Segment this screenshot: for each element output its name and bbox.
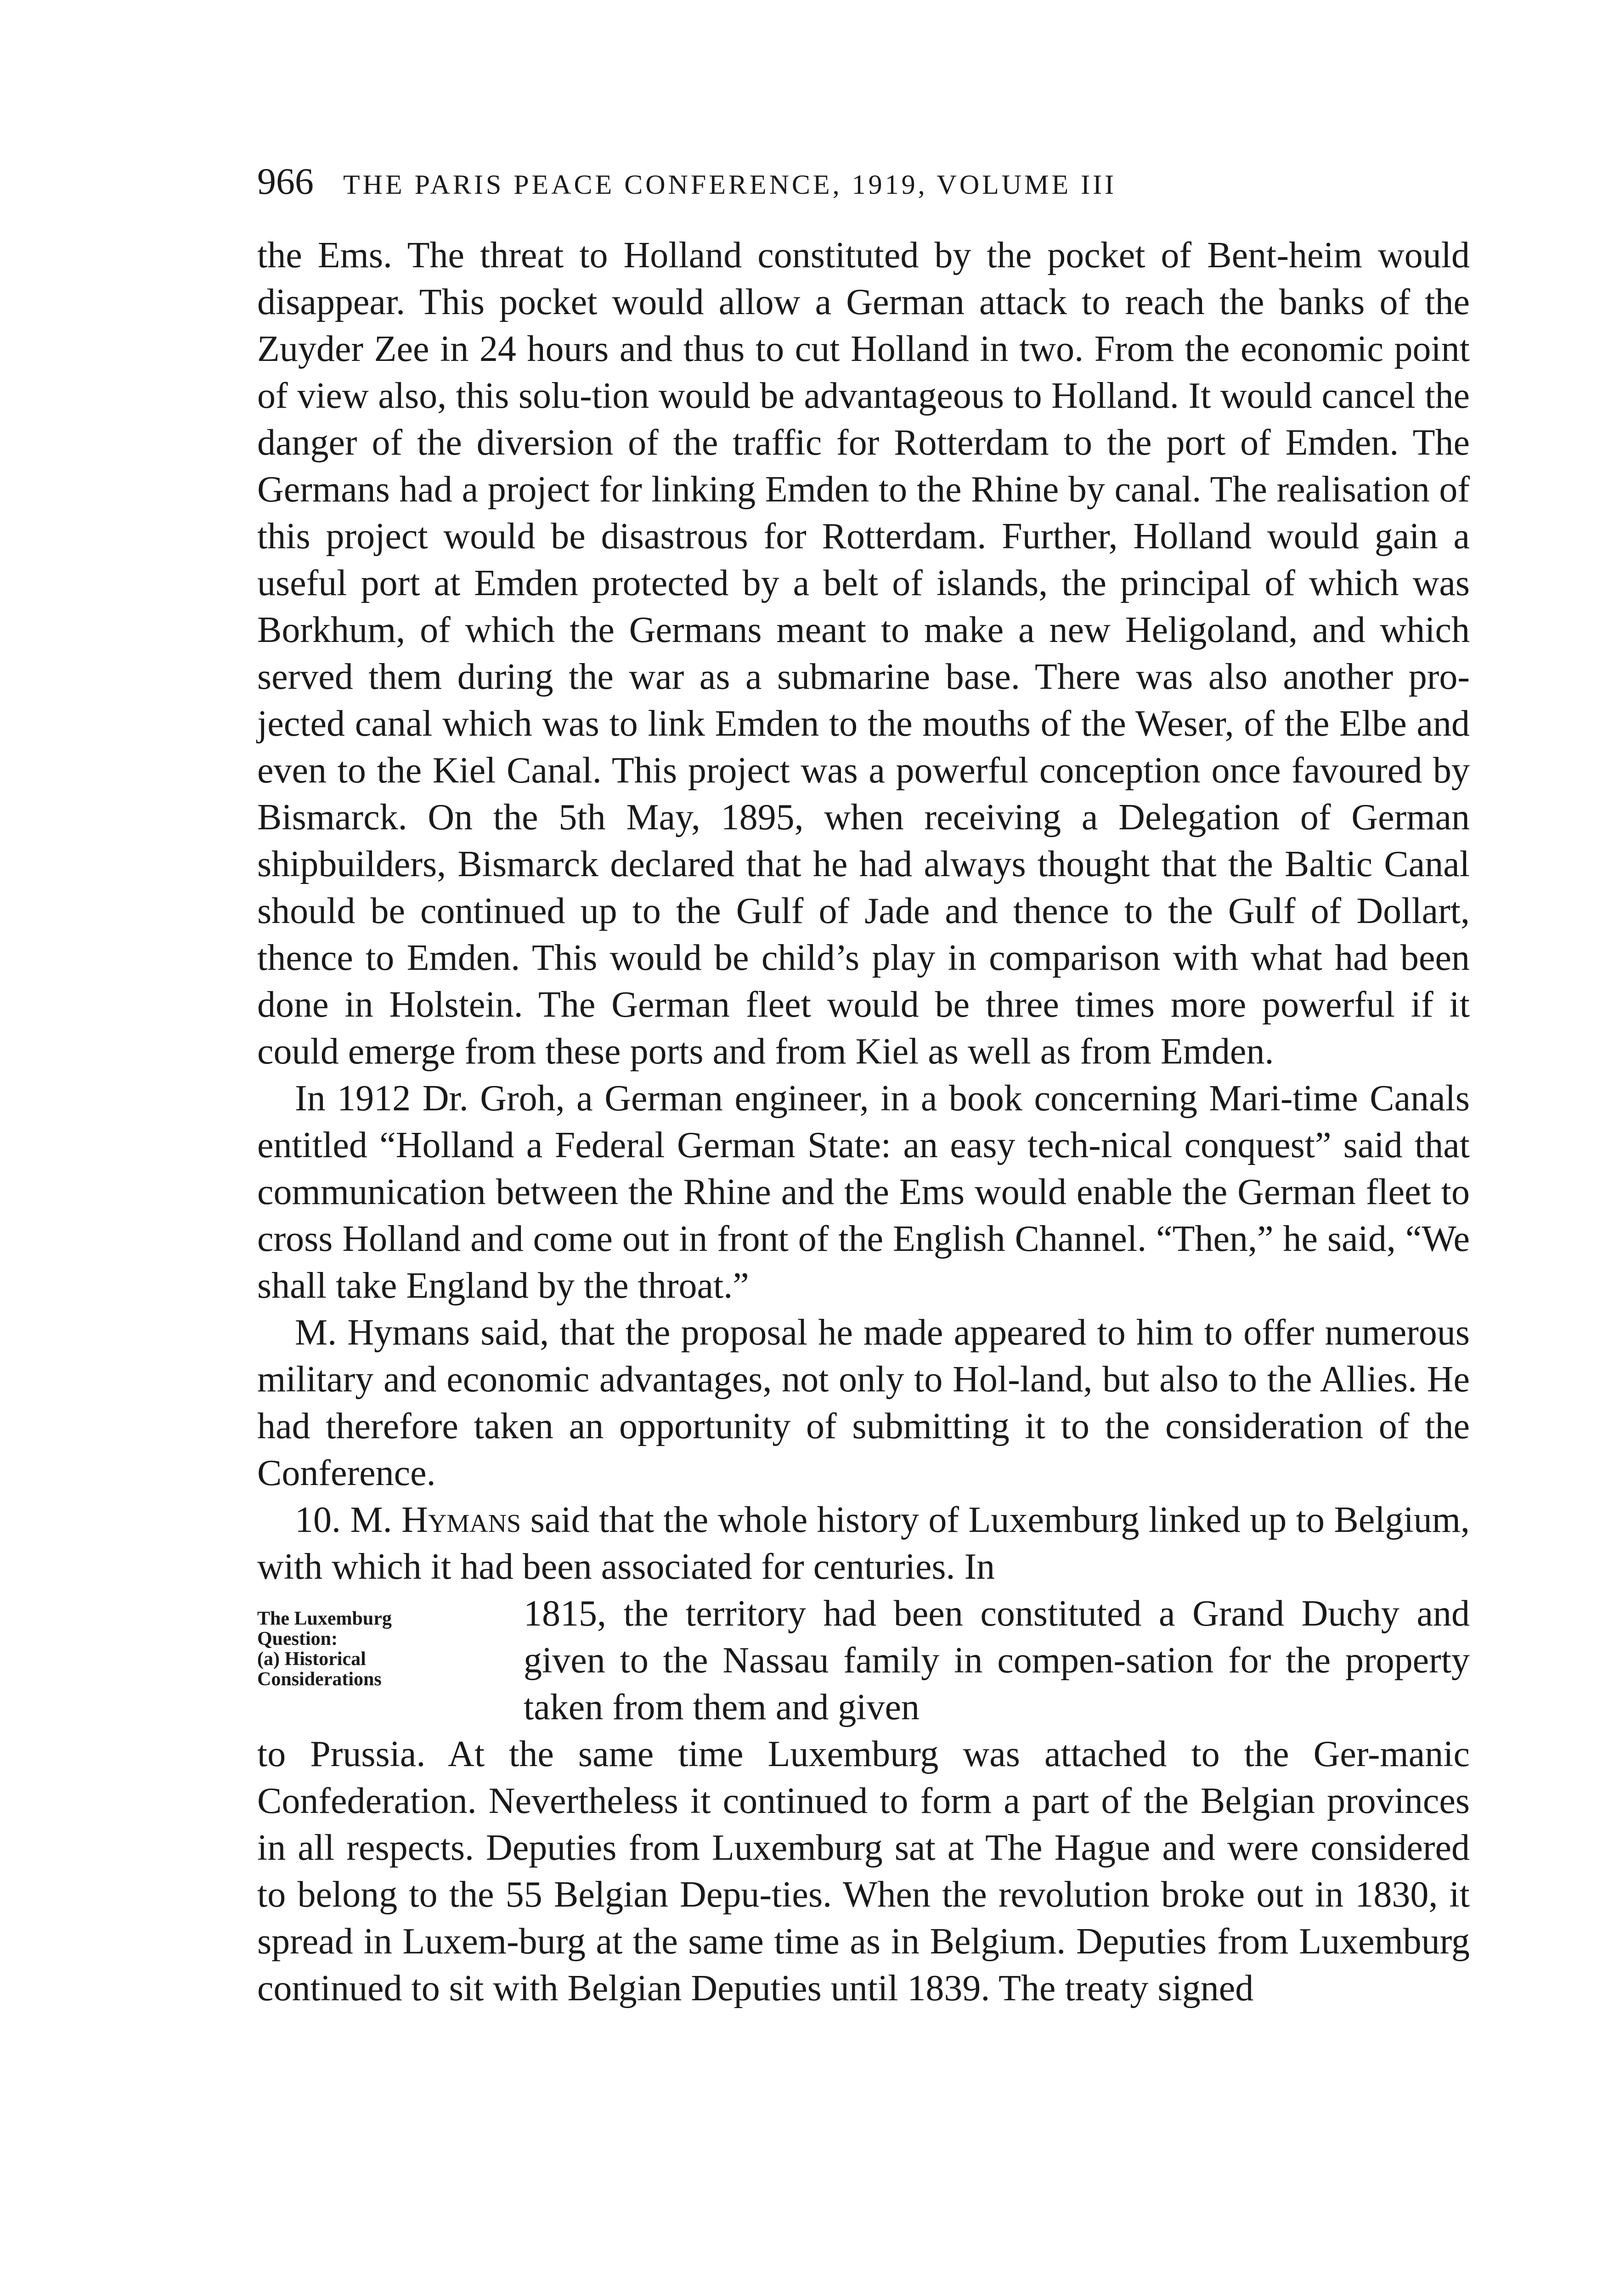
margin-note-line-1: The Luxemburg <box>257 1608 392 1629</box>
section-10-lead <box>257 1497 1470 1590</box>
page-number: 966 <box>257 160 314 202</box>
margin-note-line-2: Question: <box>257 1628 338 1649</box>
body-text <box>257 232 1470 2012</box>
paragraph-3: M. Hymans said, that the proposal he made appeared to him to offer numerous military and economic advantages, not only to Hol-land, but also to the Allies. He had therefore taken an opportunity of submitting it to the consideration of the Conference. <box>257 1312 1470 1493</box>
paragraph-2: In 1912 Dr. Groh, a German engineer, in a book concerning Mari-time Canals entitled “Holland a Federal German State: an easy tech-nical conquest” said that communication between the Rhine and the Ems would enable the German fleet to cross Holland and come out in front of the English Channel. “Then,” he said, “We shall take England by the throat.” <box>257 1078 1470 1306</box>
speaker-prefix: M. <box>350 1500 392 1540</box>
margin-note-block <box>257 1590 1470 1731</box>
running-head <box>257 160 1470 215</box>
section-10-indented: 1815, the territory had been constituted a Grand Duchy and given to the Nassau family in compen-sation for the property taken from them and given <box>524 1593 1470 1728</box>
margin-note-line-4: Considerations <box>257 1669 382 1690</box>
paragraph-1: the Ems. The threat to Holland constituted by the pocket of Bent-heim would disappear. This pocket would allow a German attack to reach the banks of the Zuyder Zee in 24 hours and thus to cut Holland in two. From the economic point of view also, this solu-tion would be advantageous to Holland. It would cancel the danger of the diversion of the traffic for Rotterdam to the port of Emden. The Germans had a project for linking Emden to the Rhine by canal. The realisation of this project would be disastrous for Rotterdam. Further, Holland would gain a useful port at Emden protected by a belt of islands, the principal of which was Borkhum, of which the Germans meant to make a new Heligoland, and which served them during the war as a submarine base. There was also another pro-jected canal which was to link Emden to the mouths of the Weser, of the Elbe and even to the Kiel Canal. This project was a powerful conception once favoured by Bismarck. On the 5th May, 1895, when receiving a Delegation of German shipbuilders, Bismarck declared that he had always thought that the Baltic Canal should be continued up to the Gulf of Jade and thence to the Gulf of Dollart, thence to Emden. This would be child’s play in comparison with what had been done in Holstein. The German fleet would be three times more powerful if it could emerge from these ports and from Kiel as well as from Emden. <box>257 235 1470 1072</box>
margin-note <box>257 1609 459 1689</box>
section-lead-text: said that the whole history of Luxemburg linked up to Belgium, with which it had been associated for centuries. In <box>257 1500 1470 1587</box>
running-title: THE PARIS PEACE CONFERENCE, 1919, VOLUME III <box>343 169 1117 200</box>
speaker-name: Hymans <box>401 1500 521 1540</box>
section-10-rest: to Prussia. At the same time Luxemburg was attached to the Ger-manic Confederation. Nevertheless it continued to form a part of the Belgian provinces in all respects. Deputies from Luxemburg sat at The Hague and were considered to belong to the 55 Belgian Depu-ties. When the revolution broke out in 1830, it spread in Luxem-burg at the same time as in Belgium. Deputies from Luxemburg continued to sit with Belgian Deputies until 1839. The treaty signed <box>257 1734 1470 2009</box>
section-number: 10. <box>295 1500 341 1540</box>
margin-note-line-3: (a) Historical <box>257 1649 366 1670</box>
